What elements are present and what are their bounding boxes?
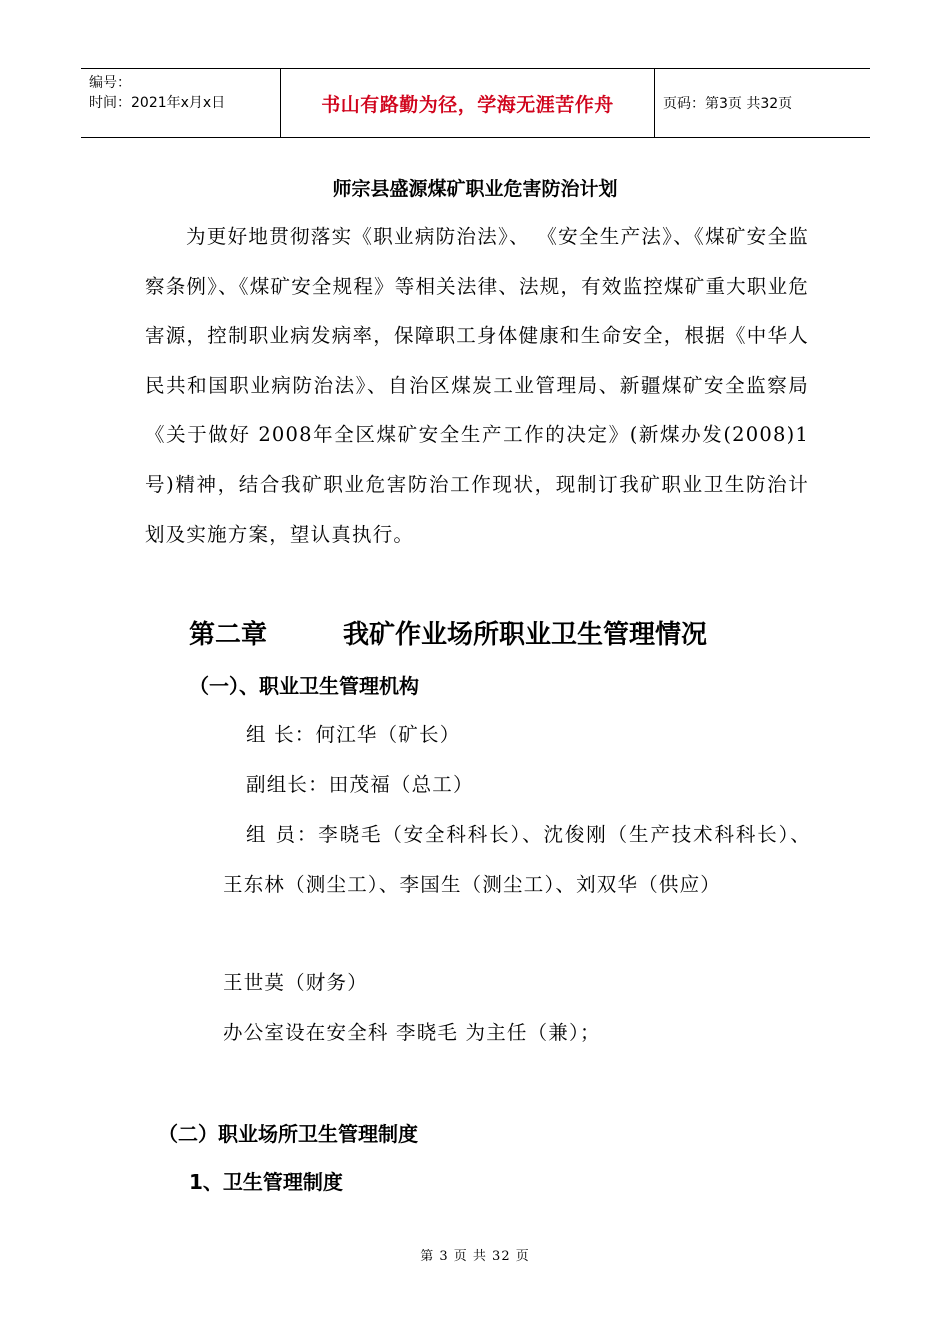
- section-heading-2: （二）职业场所卫生管理制度: [158, 1122, 418, 1146]
- header-table: [81, 68, 870, 138]
- subsection-heading: 1、卫生管理制度: [189, 1170, 343, 1194]
- chapter-heading: [189, 614, 707, 651]
- page-info: 页码：第3页 共32页: [663, 96, 793, 112]
- date-label: 时间：2021年x月x日: [89, 95, 226, 111]
- office-line: 办公室设在安全科 李晓毛 为主任（兼）；: [223, 1021, 601, 1044]
- deputy-line: 副组长：田茂福（总工）: [246, 773, 474, 796]
- page-footer: 第 3 页 共 32 页: [420, 1249, 530, 1264]
- chapter-number: 第二章: [189, 620, 268, 650]
- member-extra-line: 王世莫（财务）: [223, 971, 368, 994]
- members-paragraph: 组 员：李晓毛（安全科科长）、沈俊刚（生产技术科科长）、王东林（测尘工）、李国生（测尘工）、刘双华（供应）: [223, 823, 811, 896]
- document-title: 师宗县盛源煤矿职业危害防治计划: [332, 178, 618, 200]
- chapter-title: 我矿作业场所职业卫生管理情况: [343, 620, 708, 650]
- number-label: 编号：: [89, 75, 131, 91]
- header-left-cell: [81, 69, 281, 137]
- intro-paragraph: 为更好地贯彻落实《职业病防治法》、 《安全生产法》、《煤矿安全监察条例》、《煤矿安全规程》等相关法律、法规，有效监控煤矿重大职业危害源，控制职业病发病率，保障职工身体健康和生命安全，根据《中华人民共和国职业病防治法》、自治区煤炭工业管理局、新疆煤矿安全监察局《关于做好 2008年全区煤矿安全生产工作的决定》(新煤办发(2008)1号)精神，结合我矿职业危害防治工作现状，现制订我矿职业卫生防治计划及实施方案，望认真执行。: [145, 225, 809, 546]
- motto: 书山有路勤为径，学海无涯苦作舟: [281, 69, 655, 137]
- leader-line: 组 长：何江华（矿长）: [246, 723, 461, 746]
- section-heading-1: （一）、职业卫生管理机构: [189, 674, 419, 698]
